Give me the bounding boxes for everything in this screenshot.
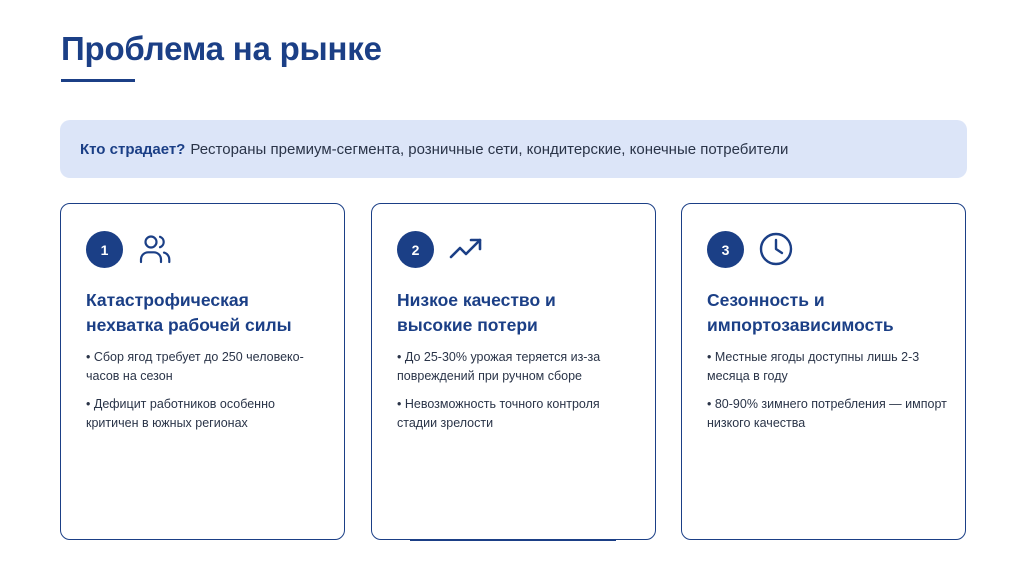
users-icon bbox=[137, 231, 173, 267]
trending-up-icon bbox=[448, 231, 484, 267]
card-number-badge: 3 bbox=[707, 231, 744, 268]
card-title: Катастрофическая нехватка рабочей силы bbox=[86, 290, 292, 335]
card-number-badge: 1 bbox=[86, 231, 123, 268]
card-bullet: • Невозможность точного контроля стадии зрелости bbox=[397, 397, 600, 430]
banner-text: Рестораны премиум-сегмента, розничные сети, кондитерские, конечные потребители bbox=[190, 140, 789, 158]
card-bullet: • До 25-30% урожая теряется из-за повреждений при ручном сборе bbox=[397, 350, 601, 383]
clock-icon bbox=[758, 231, 794, 267]
card-bullet: • Местные ягоды доступны лишь 2-3 месяца в году bbox=[707, 350, 920, 383]
who-suffers-banner bbox=[60, 120, 967, 178]
title-underline bbox=[61, 79, 135, 82]
card-bullet: • Сбор ягод требует до 250 человеко-часов на сезон bbox=[86, 350, 304, 383]
problem-card-seasonality bbox=[681, 203, 966, 540]
decorative-divider bbox=[410, 539, 616, 541]
card-title: Сезонность и импортозависимость bbox=[707, 290, 894, 335]
card-title: Низкое качество и высокие потери bbox=[397, 290, 556, 335]
problem-card-quality bbox=[371, 203, 656, 540]
banner-label: Кто страдает? bbox=[80, 140, 186, 158]
problem-card-labor bbox=[60, 203, 345, 540]
page-title: Проблема на рынке bbox=[61, 30, 382, 67]
card-bullet: • Дефицит работников особенно критичен в южных регионах bbox=[86, 397, 275, 430]
card-bullet: • 80-90% зимнего потребления — импорт низкого качества bbox=[707, 397, 947, 430]
card-number-badge: 2 bbox=[397, 231, 434, 268]
